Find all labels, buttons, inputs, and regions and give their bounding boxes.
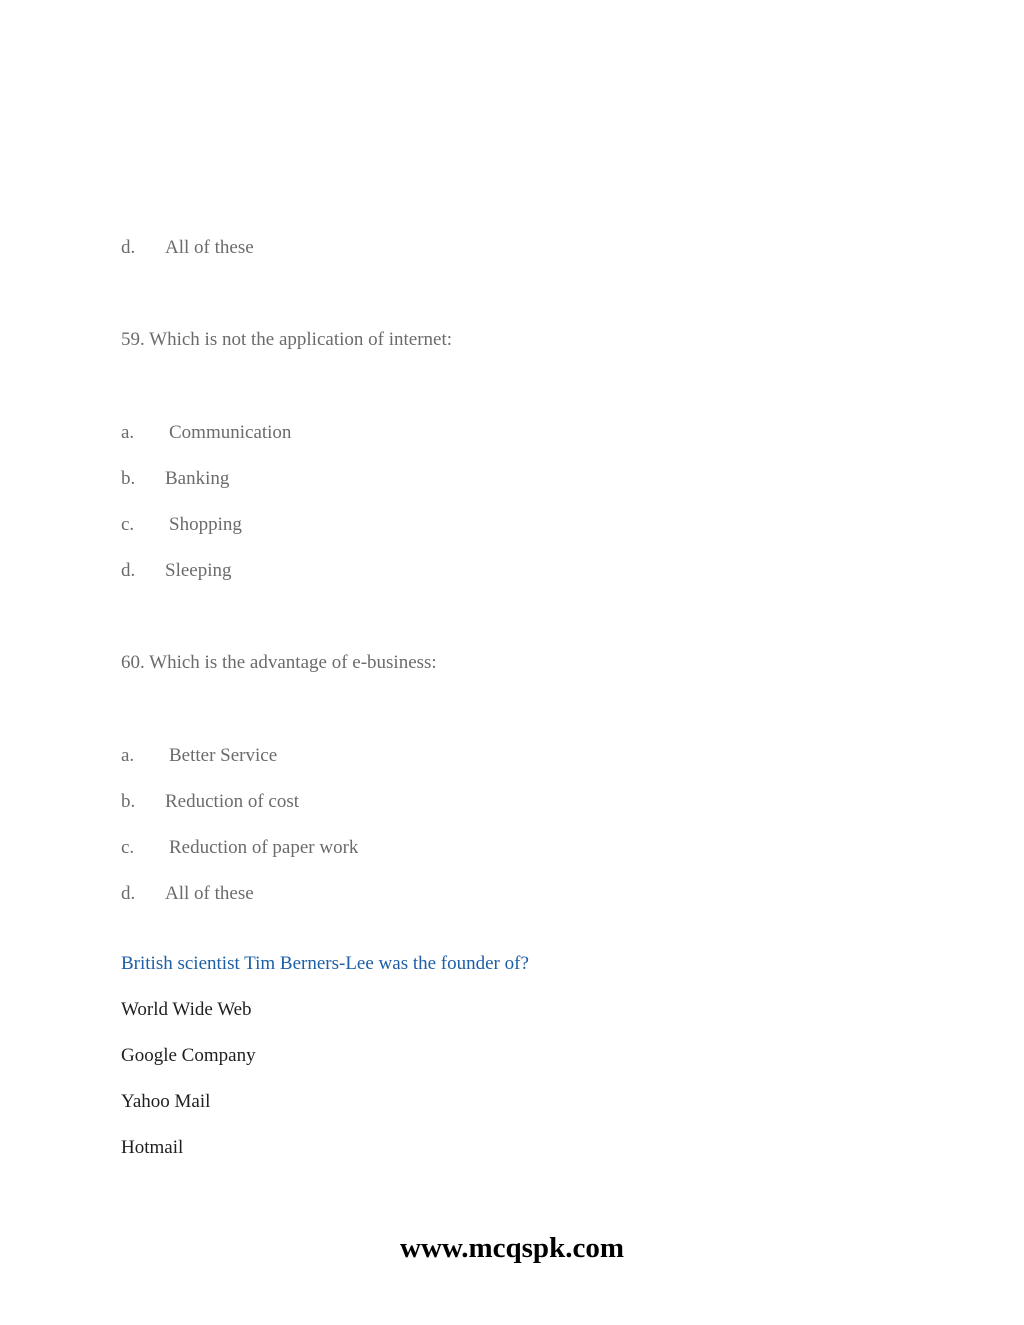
option-text: Shopping — [169, 514, 242, 535]
option-d-previous — [121, 237, 254, 259]
option-letter: c. — [121, 514, 135, 535]
option-letter: d. — [121, 560, 136, 581]
option-text: Banking — [165, 468, 230, 489]
answer-option: World Wide Web — [121, 999, 252, 1020]
answer-option: Google Company — [121, 1045, 256, 1066]
option-letter: b. — [121, 468, 136, 489]
option-letter: b. — [121, 791, 136, 812]
option-letter: a. — [121, 745, 135, 766]
footer-website: www.mcqspk.com — [400, 1232, 624, 1264]
question-60: 60. Which is the advantage of e-business: — [121, 652, 437, 673]
option-letter: a. — [121, 422, 135, 443]
option-letter: c. — [121, 837, 135, 858]
q59-option-a — [121, 422, 291, 444]
answer-option: Yahoo Mail — [121, 1091, 211, 1112]
q60-option-d — [121, 883, 254, 905]
q59-option-d — [121, 560, 232, 582]
option-letter: d. — [121, 237, 136, 258]
option-text: Reduction of cost — [165, 791, 300, 812]
option-text: All of these — [165, 883, 254, 904]
question-59: 59. Which is not the application of internet: — [121, 329, 453, 350]
q59-option-c — [121, 514, 242, 536]
answer-option: Hotmail — [121, 1137, 184, 1158]
q60-option-b — [121, 791, 299, 813]
q59-option-b — [121, 468, 229, 490]
option-text: Better Service — [169, 745, 278, 766]
option-letter: d. — [121, 883, 136, 904]
option-text: Sleeping — [165, 560, 232, 581]
q60-option-a — [121, 745, 277, 767]
q60-option-c — [121, 837, 358, 859]
option-text: All of these — [165, 237, 254, 258]
question-berners-lee: British scientist Tim Berners-Lee was the founder of? — [121, 953, 529, 974]
option-text: Reduction of paper work — [169, 837, 359, 858]
option-text: Communication — [169, 422, 292, 443]
